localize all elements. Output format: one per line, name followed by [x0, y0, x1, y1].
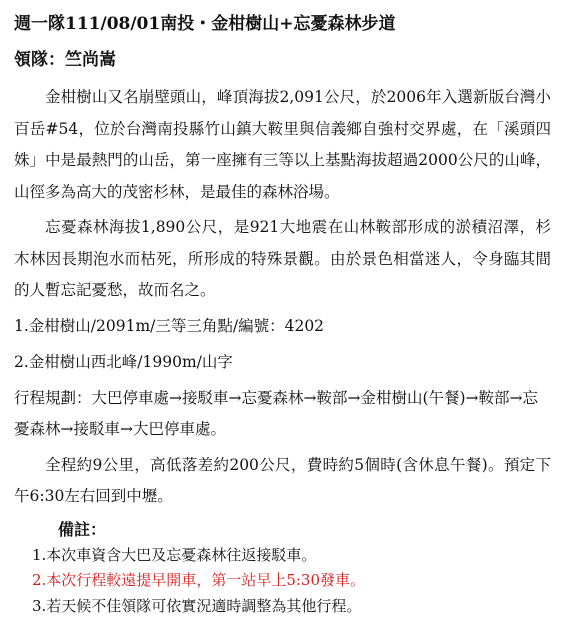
note-item-3: 3.若天候不佳領隊可依實況適時調整為其他行程。	[32, 596, 362, 615]
itinerary-text: 行程規劃：大巴停車處→接駁車→忘憂森林→鞍部→金柑樹山(午餐)→鞍部→忘憂森林→接駁車→大巴停車處。	[14, 388, 539, 438]
note-item-1: 1.本次車資含大巴及忘憂森林往返接駁車。	[32, 545, 317, 564]
notes-heading: 備註：	[58, 519, 107, 539]
notes-section	[14, 517, 551, 620]
team-leader: 領隊：竺尚嵩	[14, 50, 116, 70]
point-item-2: 2.金柑樹山西北峰/1990m/山字	[14, 352, 233, 371]
intro-paragraph-forest: 忘憂森林海拔1,890公尺，是921大地震在山林鞍部形成的淤積沼澤，杉木林因長期泡水而枯死，所形成的特殊景觀。由於景色相當迷人，令身臨其間的人暫忘記憂愁，故而名之。	[14, 218, 551, 299]
page-title: 週一隊111/08/01南投・金柑樹山+忘憂森林步道	[14, 14, 396, 34]
intro-paragraph-mountain: 金柑樹山又名崩壁頭山，峰頂海拔2,091公尺，於2006年入選新版台灣小百岳#54，位於台灣南投縣竹山鎮大鞍里與信義鄉自強村交界處，在「溪頭四姝」中是最熱門的山岳，第一座擁有三等以上基點海拔超過2000公尺的山峰，山徑多為高大的茂密杉林，是最佳的森林浴場。	[14, 88, 551, 201]
point-item-1: 1.金柑樹山/2091m/三等三角點/編號：4202	[14, 316, 325, 335]
trip-summary: 全程約9公里，高低落差約200公尺，費時約5個時(含休息午餐)。預定下午6:30左右回到中壢。	[14, 455, 551, 505]
note-item-2-warning: 2.本次行程較遠提早開車，第一站早上5:30發車。	[32, 571, 365, 589]
